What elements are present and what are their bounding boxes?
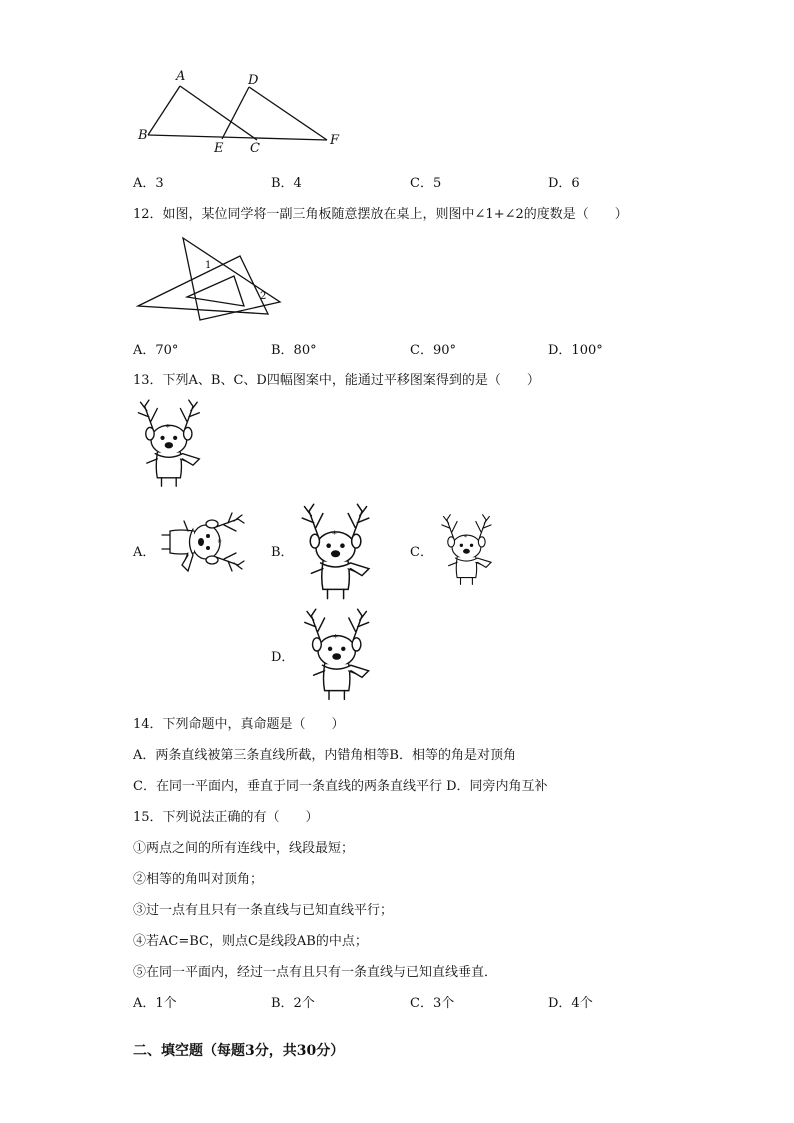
q15-statement-2: ②相等的角叫对顶角； <box>133 872 264 887</box>
q13-option-c-letter: C． <box>410 545 433 560</box>
q15-statement-4: ④若AC=BC，则点C是线段AB的中点； <box>133 934 368 949</box>
label-A: A <box>176 69 186 84</box>
q13-option-a-letter: A． <box>133 545 156 560</box>
label-D: D <box>248 73 259 88</box>
q14-options-row1: A．两条直线被第三条直线所截，内错角相等B．相等的角是对顶角 <box>133 748 516 763</box>
q13-original-reindeer <box>130 398 220 493</box>
q12-option-b: B．80° <box>271 343 317 358</box>
q14-stem: 14．下列命题中，真命题是（ ） <box>133 717 345 732</box>
q13-option-b-letter: B． <box>271 545 294 560</box>
q15-statement-3: ③过一点有且只有一条直线与已知直线平行； <box>133 903 394 918</box>
q12-stem: 12．如图，某位同学将一副三角板随意摆放在桌上，则图中∠1+∠2的度数是（ ） <box>133 207 628 222</box>
q15-option-c: C．3个 <box>410 996 455 1011</box>
q15-statement-5: ⑤在同一平面内，经过一点有且只有一条直线与已知直线垂直． <box>133 965 498 980</box>
q15-option-a: A．1个 <box>133 996 177 1011</box>
q11-option-d: D．6 <box>548 176 580 191</box>
q14-options-row2: C．在同一平面内，垂直于同一条直线的两条直线平行 D．同旁内角互补 <box>133 779 548 794</box>
label-F: F <box>330 133 340 148</box>
figure-set-squares <box>0 230 794 330</box>
q13-option-a-reindeer-rotated <box>158 505 248 595</box>
q15-stem: 15．下列说法正确的有（ ） <box>133 810 319 825</box>
q13-option-d-reindeer-translated <box>296 607 396 707</box>
q15-statement-1: ①两点之间的所有连线中，线段最短； <box>133 841 355 856</box>
q15-option-b: B．2个 <box>271 996 315 1011</box>
section-fill-in-title: 二、填空题（每题3分，共30分） <box>133 1043 345 1059</box>
q13-stem: 13．下列A、B、C、D四幅图案中，能通过平移图案得到的是（ ） <box>133 373 540 388</box>
angle-2-label: 2 <box>260 291 267 302</box>
q15-option-d: D．4个 <box>548 996 593 1011</box>
q13-option-d-letter: D． <box>271 650 295 665</box>
label-E: E <box>214 141 224 156</box>
label-B: B <box>138 128 148 143</box>
q12-option-c: C．90° <box>410 343 456 358</box>
label-C: C <box>250 141 260 156</box>
q11-option-a: A．3 <box>133 176 164 191</box>
q11-option-c: C．5 <box>410 176 442 191</box>
figure-triangles-abc-def <box>0 0 794 160</box>
q13-option-c-reindeer-shrunk <box>435 513 515 593</box>
angle-1-label: 1 <box>205 260 212 271</box>
q13-option-b-reindeer-enlarged <box>293 502 393 602</box>
q12-option-d: D．100° <box>548 343 603 358</box>
q11-option-b: B．4 <box>271 176 302 191</box>
q12-option-a: A．70° <box>133 343 179 358</box>
